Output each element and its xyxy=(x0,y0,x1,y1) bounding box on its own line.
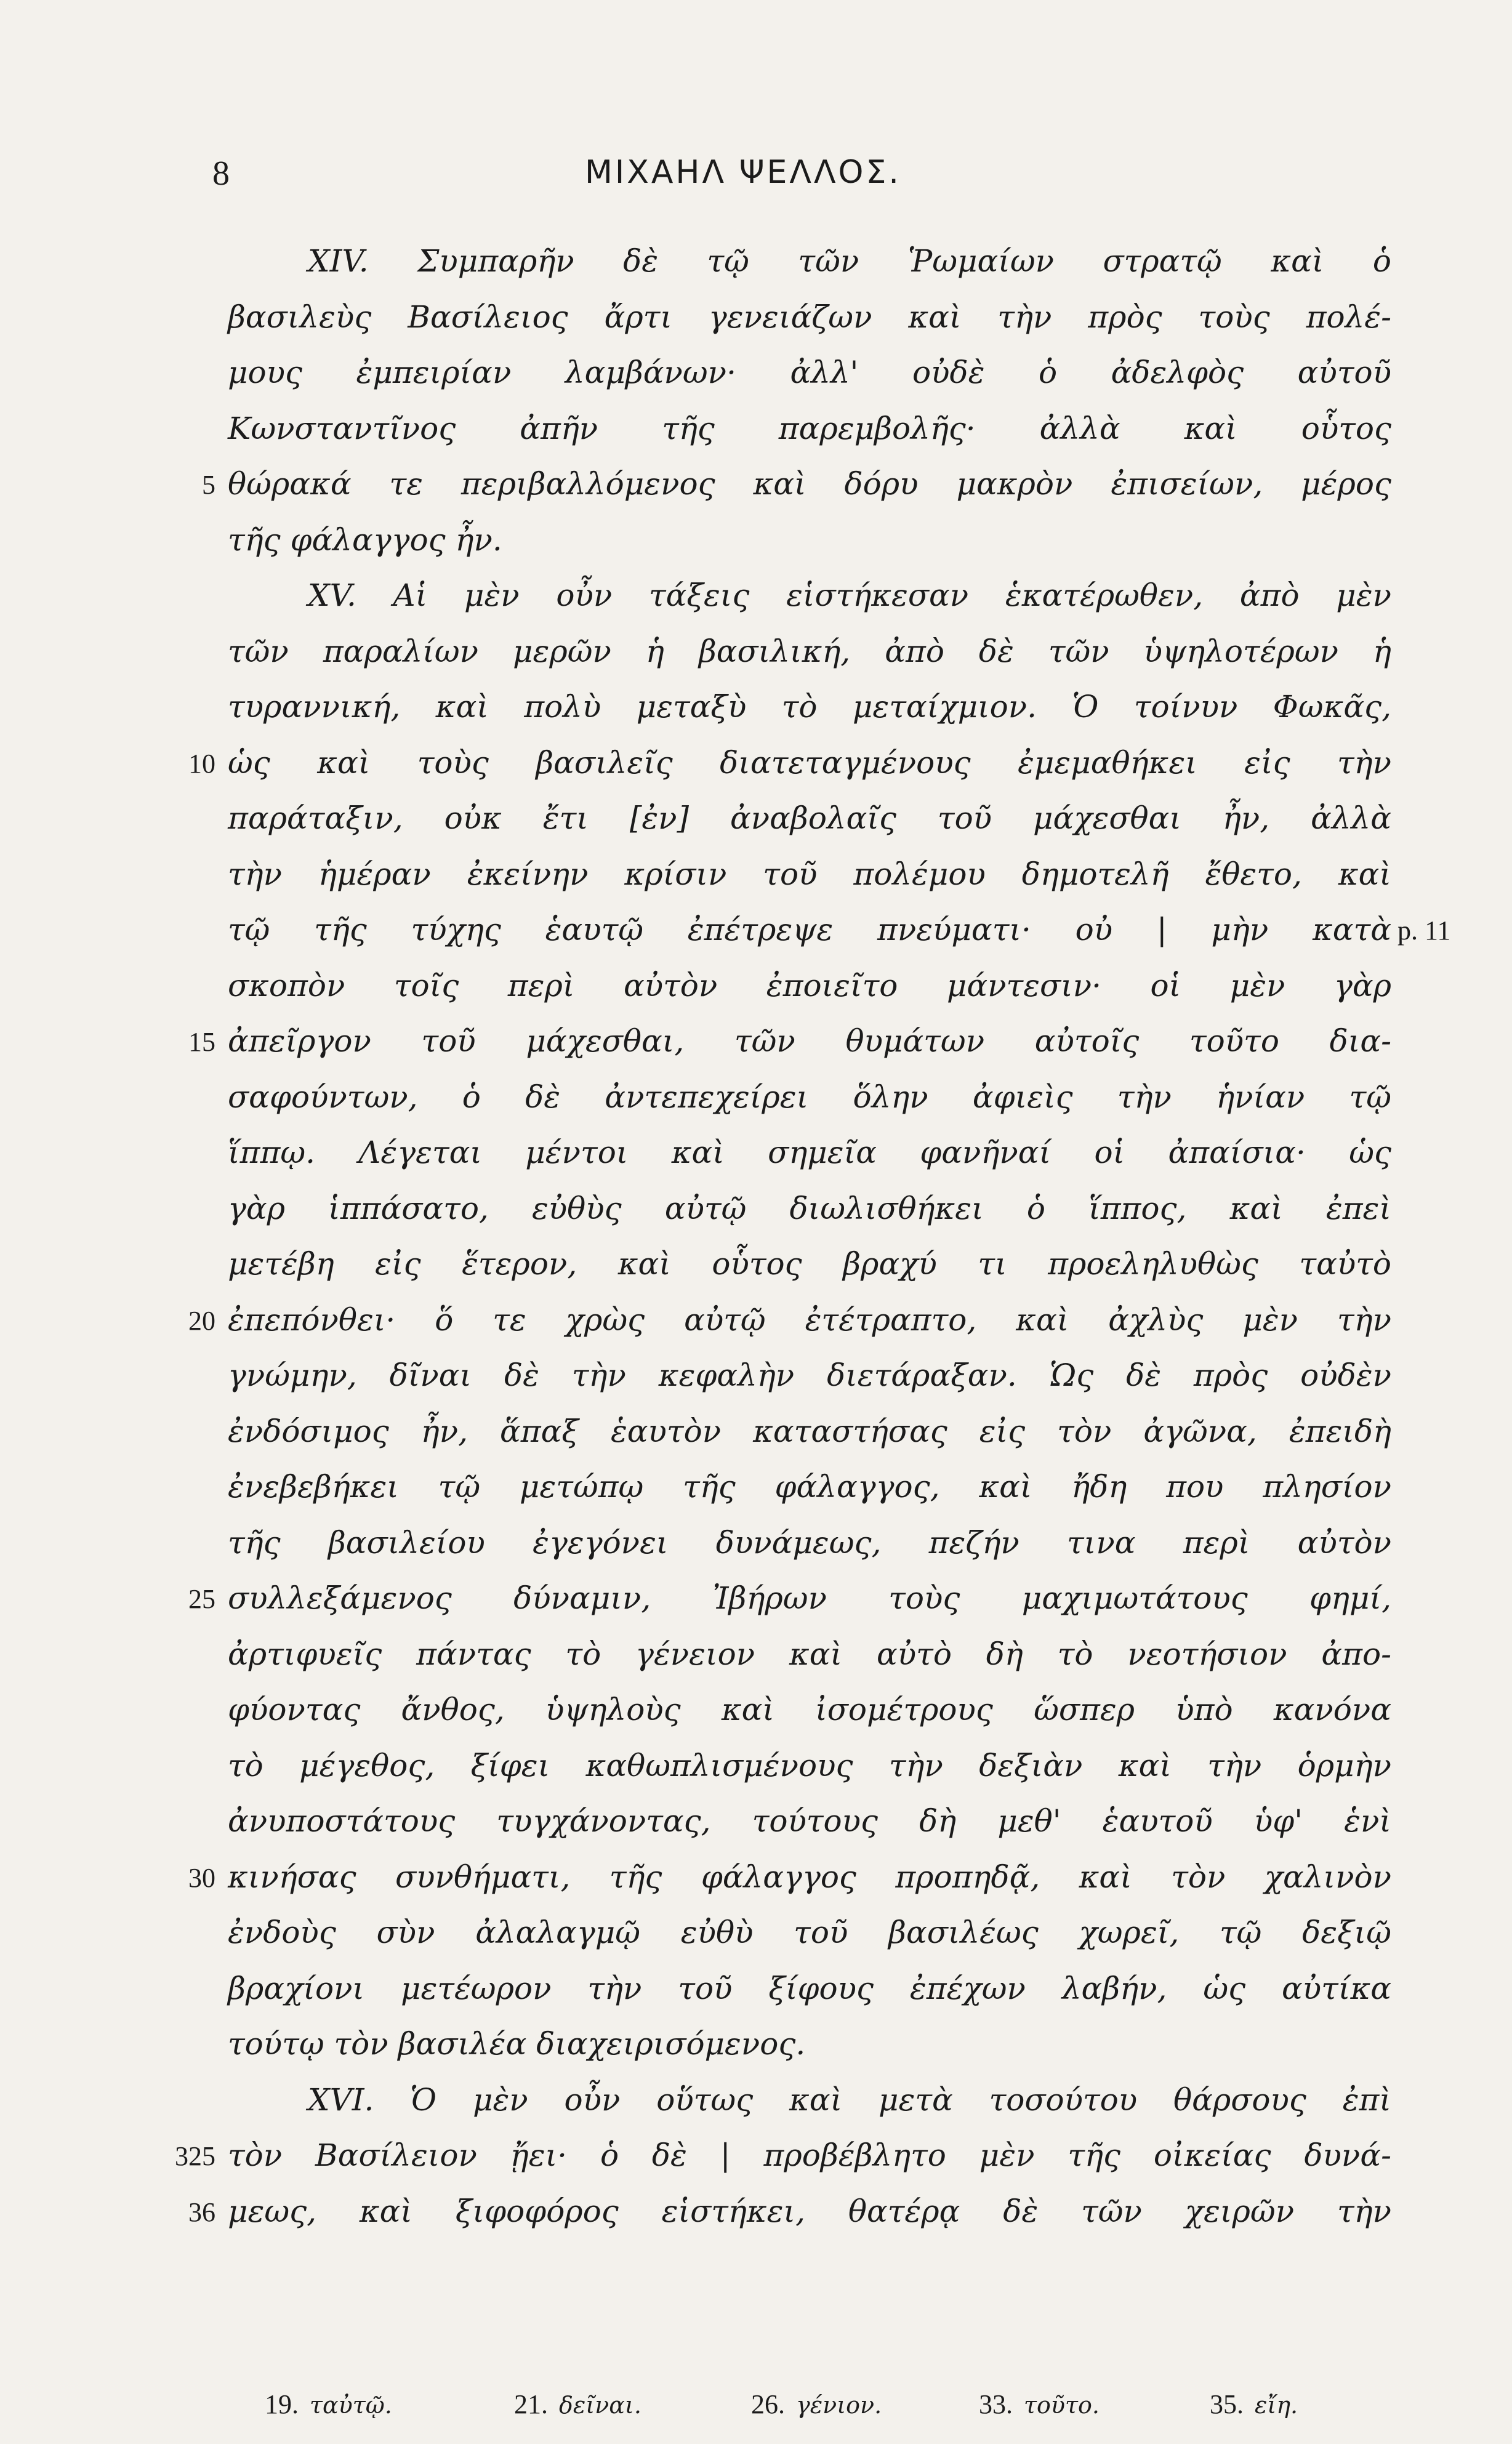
line-text: φύοντας ἄνθος, ὑψηλοὺς καὶ ἰσομέτρους ὥσπερ ὑπὸ κανόνα xyxy=(228,1692,1391,1727)
footnote-number: 19. xyxy=(265,2389,299,2419)
text-line xyxy=(0,959,1512,1013)
footnote-text: γένιον. xyxy=(796,2392,882,2419)
text-line xyxy=(0,1682,1512,1737)
footnote-number: 21. xyxy=(514,2389,548,2419)
running-title: ΜΙΧΑΗΛ ΨΕΛΛΟΣ. xyxy=(585,154,901,191)
line-text: XVI. Ὁ μὲν οὖν οὕτως καὶ μετὰ τοσούτου θάρσους ἐπὶ xyxy=(308,2081,1391,2118)
text-line xyxy=(0,847,1512,901)
footnote-number: 35. xyxy=(1210,2389,1244,2419)
line-text: ἐνεβεβήκει τῷ μετώπῳ τῆς φάλαγγος, καὶ ἤδη που πλησίον xyxy=(228,1469,1391,1505)
text-line xyxy=(0,1070,1512,1124)
line-text: τυραννική, καὶ πολὺ μεταξὺ τὸ μεταίχμιον. Ὁ τοίνυν Φωκᾶς, xyxy=(228,689,1391,725)
line-text: ἐνδοὺς σὺν ἀλαλαγμῷ εὐθὺ τοῦ βασιλέως χωρεῖ, τῷ δεξιῷ xyxy=(228,1915,1391,1950)
line-text: τὸ μέγεθος, ξίφει καθωπλισμένους τὴν δεξιὰν καὶ τὴν ὁρμὴν xyxy=(228,1747,1391,1783)
line-text: τῆς βασιλείου ἐγεγόνει δυνάμεως, πεζήν τινα περὶ αὐτὸν xyxy=(228,1524,1391,1561)
line-number: 36 xyxy=(188,2197,215,2227)
text-line xyxy=(0,1460,1512,1514)
line-text: τῶν παραλίων μερῶν ἡ βασιλική, ἀπὸ δὲ τῶν ὑψηλοτέρων ἡ xyxy=(228,633,1391,669)
page-header xyxy=(212,154,1382,203)
text-line xyxy=(0,736,1512,790)
line-text: τὴν ἡμέραν ἐκείνην κρίσιν τοῦ πολέμου δημοτελῆ ἔθετο, καὶ xyxy=(228,856,1391,892)
margin-page-reference: p. 11 xyxy=(1397,915,1451,946)
line-number: 20 xyxy=(188,1305,215,1336)
line-text: ἀρτιφυεῖς πάντας τὸ γένειον καὶ αὐτὸ δὴ τὸ νεοτήσιον ἀπο- xyxy=(228,1636,1391,1672)
line-text: σκοπὸν τοῖς περὶ αὐτὸν ἐποιεῖτο μάντεσιν· οἱ μὲν γὰρ xyxy=(228,967,1391,1003)
line-text: τῆς φάλαγγος ἦν. xyxy=(228,521,502,558)
text-line xyxy=(0,1125,1512,1180)
line-text: τούτῳ τὸν βασιλέα διαχειρισόμενος. xyxy=(228,2026,806,2062)
text-line xyxy=(0,234,1512,288)
text-line xyxy=(0,2017,1512,2071)
text-line xyxy=(0,1181,1512,1236)
line-text: βραχίονι μετέωρον τὴν τοῦ ξίφους ἐπέχων λαβήν, ὡς αὐτίκα xyxy=(228,1970,1391,2006)
line-number: 325 xyxy=(175,2141,215,2171)
text-line xyxy=(0,2184,1512,2238)
text-line xyxy=(0,457,1512,511)
footnote-text: τοῦτο. xyxy=(1024,2392,1100,2419)
text-line xyxy=(0,1850,1512,1904)
line-text: ἀπεῖργον τοῦ μάχεσθαι, τῶν θυμάτων αὐτοῖς τοῦτο δια- xyxy=(228,1023,1391,1059)
line-text: XV. Αἱ μὲν οὖν τάξεις εἱστήκεσαν ἑκατέρωθεν, ἀπὸ μὲν xyxy=(308,577,1391,613)
footnotes xyxy=(265,2389,1404,2432)
text-line xyxy=(0,1739,1512,1793)
line-text: Κωνσταντῖνος ἀπῆν τῆς παρεμβολῆς· ἀλλὰ καὶ οὗτος xyxy=(228,410,1391,446)
text-line xyxy=(0,1293,1512,1347)
text-line xyxy=(0,1627,1512,1681)
line-text: ἐνδόσιμος ἦν, ἅπαξ ἑαυτὸν καταστήσας εἰς τὸν ἀγῶνα, ἐπειδὴ xyxy=(228,1413,1391,1449)
line-text: ἵππῳ. Λέγεται μέντοι καὶ σημεῖα φανῆναί οἱ ἀπαίσια· ὡς xyxy=(228,1135,1391,1170)
line-text: βασιλεὺς Βασίλειος ἄρτι γενειάζων καὶ τὴν πρὸς τοὺς πολέ- xyxy=(228,299,1391,335)
text-line xyxy=(0,1237,1512,1291)
line-text: σαφούντων, ὁ δὲ ἀντεπεχείρει ὅλην ἀφιεὶς τὴν ἡνίαν τῷ xyxy=(228,1079,1391,1115)
footnote xyxy=(979,2389,1100,2420)
line-text: συλλεξάμενος δύναμιν, Ἰβήρων τοὺς μαχιμωτάτους φημί, xyxy=(228,1580,1391,1616)
line-text: τῷ τῆς τύχης ἑαυτῷ ἐπέτρεψε πνεύματι· οὐ | μὴν κατὰ xyxy=(228,912,1391,947)
text-line xyxy=(0,2073,1512,2127)
footnote xyxy=(514,2389,641,2420)
text-line xyxy=(0,568,1512,622)
footnote-text: ταὐτῷ. xyxy=(310,2392,392,2419)
page-number: 8 xyxy=(212,155,230,193)
footnote xyxy=(1210,2389,1298,2420)
line-text: ἀνυποστάτους τυγχάνοντας, τούτους δὴ μεθ' ἑαυτοῦ ὑφ' ἑνὶ xyxy=(228,1803,1391,1839)
line-text: μετέβη εἰς ἕτερον, καὶ οὗτος βραχύ τι προεληλυθὼς ταὐτὸ xyxy=(228,1246,1391,1282)
text-line xyxy=(0,513,1512,567)
line-text: ὡς καὶ τοὺς βασιλεῖς διατεταγμένους ἐμεμαθήκει εἰς τὴν xyxy=(228,744,1391,781)
line-text: τὸν Βασίλειον ᾔει· ὁ δὲ | προβέβλητο μὲν τῆς οἰκείας δυνά- xyxy=(228,2137,1391,2173)
footnote xyxy=(751,2389,882,2420)
text-line xyxy=(0,680,1512,734)
line-number: 10 xyxy=(188,748,215,779)
text-line xyxy=(0,1571,1512,1625)
text-line xyxy=(0,2128,1512,2182)
text-line xyxy=(0,1794,1512,1848)
line-text: γὰρ ἱππάσατο, εὐθὺς αὐτῷ διωλισθήκει ὁ ἵππος, καὶ ἐπεὶ xyxy=(228,1190,1391,1226)
line-text: μεως, καὶ ξιφοφόρος εἱστήκει, θατέρᾳ δὲ τῶν χειρῶν τὴν xyxy=(228,2193,1391,2229)
line-text: παράταξιν, οὐκ ἔτι [ἐν] ἀναβολαῖς τοῦ μάχεσθαι ἦν, ἀλλὰ xyxy=(228,800,1391,836)
line-text: ἐπεπόνθει· ὅ τε χρὼς αὐτῷ ἐτέτραπτο, καὶ ἀχλὺς μὲν τὴν xyxy=(228,1301,1391,1338)
text-line xyxy=(0,401,1512,456)
footnote-text: εἴη. xyxy=(1255,2392,1298,2419)
line-number: 15 xyxy=(188,1027,215,1057)
text-line xyxy=(0,624,1512,678)
line-number: 25 xyxy=(188,1584,215,1614)
text-line xyxy=(0,1961,1512,2016)
text-line xyxy=(0,791,1512,845)
footnote xyxy=(265,2389,392,2420)
line-text: μους ἐμπειρίαν λαμβάνων· ἀλλ' οὐδὲ ὁ ἀδελφὸς αὐτοῦ xyxy=(228,355,1391,390)
text-line xyxy=(0,290,1512,344)
line-text: γνώμην, δῖναι δὲ τὴν κεφαλὴν διετάραξαν. Ὡς δὲ πρὸς οὐδὲν xyxy=(228,1357,1391,1393)
text-line xyxy=(0,1516,1512,1570)
line-text: θώρακά τε περιβαλλόμενος καὶ δόρυ μακρὸν ἐπισείων, μέρος xyxy=(228,466,1391,502)
text-line xyxy=(0,1348,1512,1402)
line-number: 5 xyxy=(202,470,215,500)
footnote-text: δεῖναι. xyxy=(559,2392,641,2419)
line-text: XIV. Συμπαρῆν δὲ τῷ τῶν Ῥωμαίων στρατῷ καὶ ὁ xyxy=(308,243,1391,279)
text-line xyxy=(0,345,1512,400)
line-text: κινήσας συνθήματι, τῆς φάλαγγος προπηδᾷ, καὶ τὸν χαλινὸν xyxy=(228,1859,1391,1895)
text-line xyxy=(0,1905,1512,1960)
text-line xyxy=(0,902,1512,957)
footnote-number: 26. xyxy=(751,2389,785,2419)
text-line xyxy=(0,1014,1512,1068)
footnote-number: 33. xyxy=(979,2389,1013,2419)
text-line xyxy=(0,1404,1512,1458)
line-number: 30 xyxy=(188,1862,215,1893)
